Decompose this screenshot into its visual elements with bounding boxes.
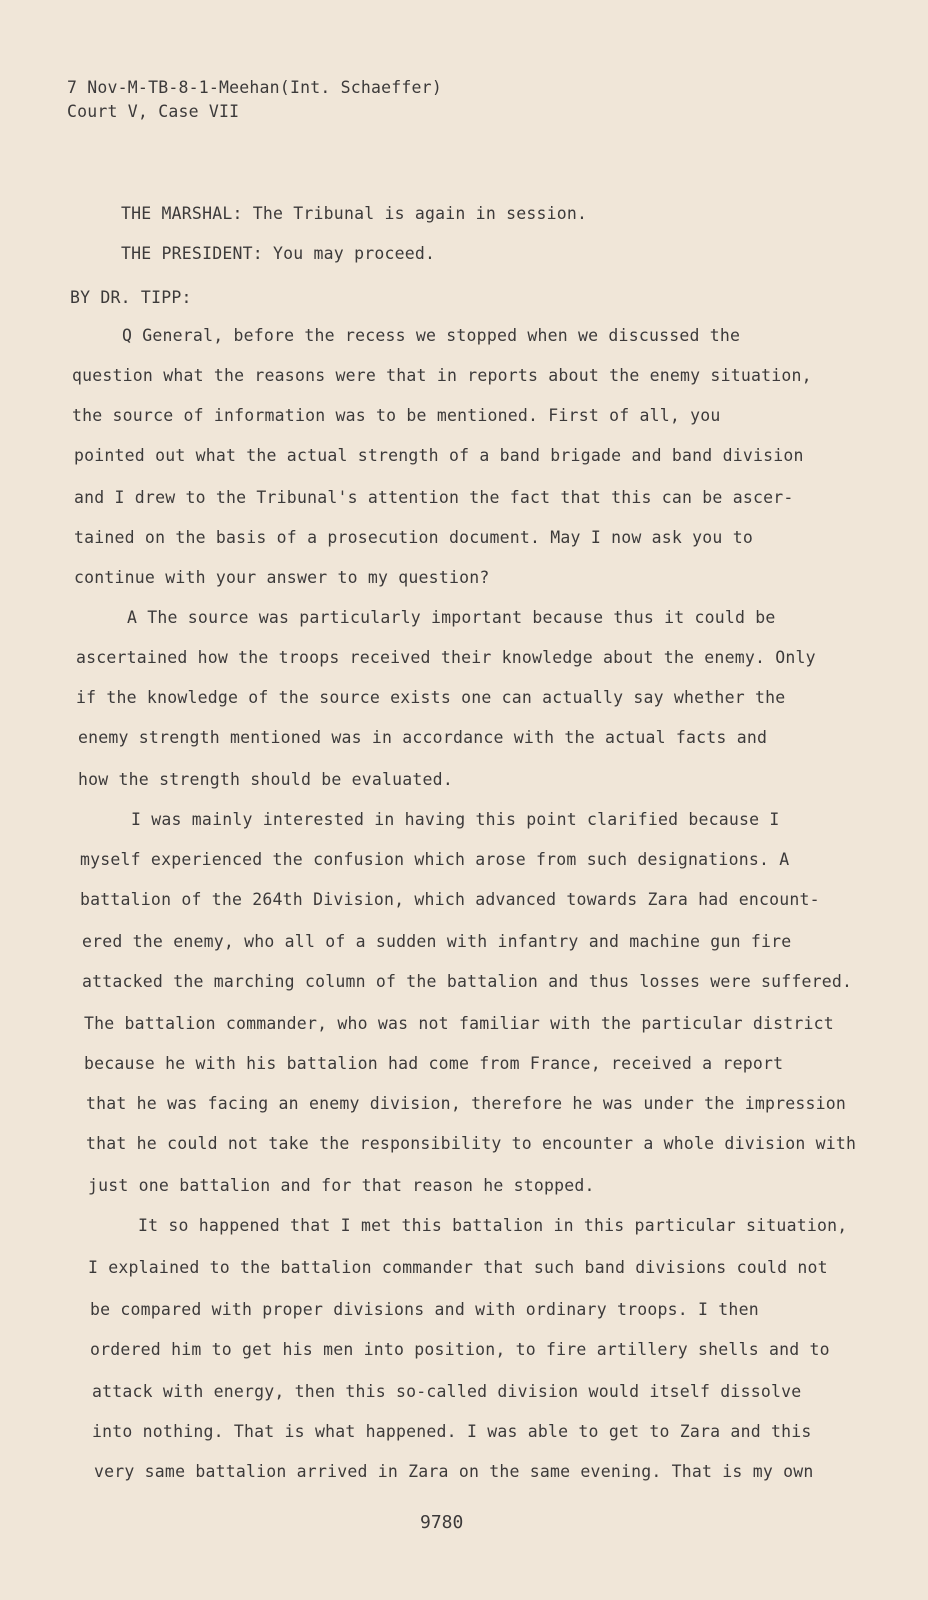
body-line: myself experienced the confusion which arose from such designations. A	[80, 850, 790, 869]
body-line: pointed out what the actual strength of a band brigade and band division	[74, 446, 804, 465]
body-line: attacked the marching column of the battalion and thus losses were suffered.	[82, 972, 853, 991]
header-line-2: Court V, Case VII	[67, 102, 240, 121]
body-line: because he with his battalion had come from France, received a report	[84, 1054, 784, 1073]
body-line: that he was facing an enemy division, therefore he was under the impression	[86, 1094, 847, 1113]
body-line: the source of information was to be mentioned. First of all, you	[72, 406, 721, 425]
body-line: continue with your answer to my question?	[74, 568, 490, 587]
body-line: THE PRESIDENT: You may proceed.	[121, 244, 436, 263]
body-line: A The source was particularly important because thus it could be	[127, 608, 776, 627]
body-line: I explained to the battalion commander that such band divisions could not	[88, 1258, 828, 1277]
body-line: attack with energy, then this so-called division would itself dissolve	[92, 1382, 802, 1401]
body-line: how the strength should be evaluated.	[78, 770, 453, 789]
body-line: into nothing. That is what happened. I was able to get to Zara and this	[92, 1422, 812, 1441]
body-line: and I drew to the Tribunal's attention the fact that this can be ascer-	[74, 488, 794, 507]
body-line: just one battalion and for that reason he stopped.	[88, 1176, 595, 1195]
body-line: It so happened that I met this battalion in this particular situation,	[138, 1216, 848, 1235]
body-line: question what the reasons were that in reports about the enemy situation,	[72, 366, 812, 385]
body-line: be compared with proper divisions and with ordinary troops. I then	[90, 1300, 759, 1319]
body-line: BY DR. TIPP:	[70, 288, 192, 307]
page-number: 9780	[420, 1512, 464, 1533]
body-line: very same battalion arrived in Zara on the same evening. That is my own	[94, 1462, 814, 1481]
body-line: The battalion commander, who was not familiar with the particular district	[84, 1014, 834, 1033]
body-line: ered the enemy, who all of a sudden with infantry and machine gun fire	[82, 932, 792, 951]
body-line: enemy strength mentioned was in accordance with the actual facts and	[78, 728, 768, 747]
body-line: ordered him to get his men into position, to fire artillery shells and to	[90, 1340, 830, 1359]
body-line: battalion of the 264th Division, which advanced towards Zara had encount-	[80, 890, 820, 909]
body-line: if the knowledge of the source exists one can actually say whether the	[76, 688, 786, 707]
body-line: tained on the basis of a prosecution document. May I now ask you to	[74, 528, 753, 547]
body-line: ascertained how the troops received their knowledge about the enemy. Only	[76, 648, 816, 667]
header-line-1: 7 Nov-M-TB-8-1-Meehan(Int. Schaeffer)	[67, 78, 442, 97]
body-line: I was mainly interested in having this point clarified because I	[131, 810, 780, 829]
body-line: THE MARSHAL: The Tribunal is again in session.	[121, 204, 588, 223]
body-line: Q General, before the recess we stopped when we discussed the	[122, 326, 741, 345]
body-line: that he could not take the responsibility to encounter a whole division with	[86, 1134, 857, 1153]
